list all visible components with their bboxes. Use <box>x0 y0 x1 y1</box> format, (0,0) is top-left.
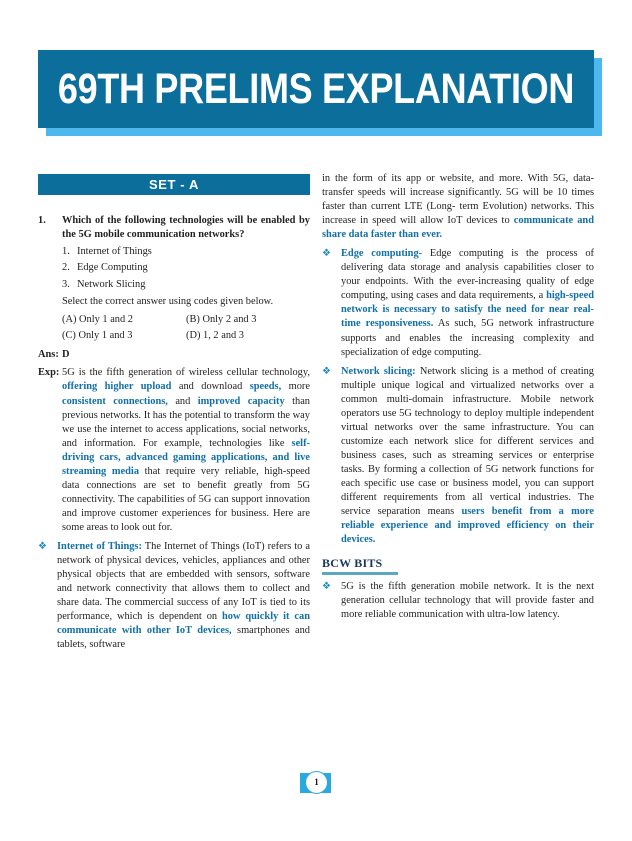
answer-value: D <box>62 349 70 361</box>
bullet-text-2: As such, 5G network infrastructure supports and enables the increasing complexity and specialization of edge computing. <box>341 318 594 358</box>
diamond-bullet-icon: ❖ <box>322 365 331 377</box>
bullet-text-2: in the form of its app or website, and more. With 5G, data-transfer speeds will increase significantly. 5G will be 10 times faster than current LTE (Long- term Evolution) networks. This increase in speed will allow IoT devices to <box>322 173 594 227</box>
exp-highlight-2: speeds, <box>249 381 282 393</box>
question-number: 1. <box>38 215 46 226</box>
choice-row <box>62 313 310 327</box>
choice-option-b: (B) Only 2 and 3 <box>186 313 257 325</box>
set-header-bar <box>38 174 310 195</box>
select-instruction: Select the correct answer using codes given below. <box>62 295 274 307</box>
bcw-bits-bullet <box>322 580 594 622</box>
statement-text: Internet of Things <box>77 245 152 257</box>
choice-option-d: (D) 1, 2 and 3 <box>186 330 245 342</box>
bullet-body <box>341 365 594 548</box>
right-column <box>322 172 594 622</box>
page-banner <box>38 50 594 130</box>
statement-index: 3. <box>62 278 70 290</box>
exp-highlight-5: self-driving cars, advanced gaming applications, and live streaming media <box>62 437 310 477</box>
choice-option-c: (C) Only 1 and 3 <box>62 330 133 342</box>
question-text: Which of the following technologies will be enabled by the 5G mobile communication networks? <box>62 215 310 241</box>
statement-index: 1. <box>62 245 70 257</box>
explanation-paragraph <box>62 366 310 535</box>
exp-highlight-4: improved capacity <box>197 395 285 407</box>
bullet-body <box>341 247 594 359</box>
bullet-highlight-2: communicate and share data faster than ever. <box>322 215 594 241</box>
question-statement-list <box>62 245 310 292</box>
exp-text-6: that require very reliable, high-speed data connections are set to benefit greatly from 5G connectivity. The capabilities of 5G can support innovation and improve customer experiences for business. Here are some areas to look out for. <box>62 465 310 533</box>
bullet-body: 5G is the fifth generation mobile network. It is the next generation cellular technology that will provide faster and more reliable communication with ultra-low latency. <box>341 580 594 620</box>
page-number-value: 1 <box>314 777 319 787</box>
choice-row <box>62 329 310 343</box>
explanation-label: Exp: <box>38 367 60 379</box>
exp-text-1: 5G is the fifth generation of wireless cellular technology, <box>62 367 310 379</box>
bcw-bits-heading: BCW BITS <box>322 556 383 571</box>
set-header-label: SET - A <box>149 177 199 192</box>
bullet-internet-of-things <box>38 540 310 652</box>
page-title: 69TH PRELIMS EXPLANATION <box>57 64 575 113</box>
bullet-heading: Edge computing- <box>341 248 423 260</box>
diamond-bullet-icon: ❖ <box>322 248 331 260</box>
bullet-text-1: Network slicing is a method of creating multiple unique logical and virtualized networks over a common multi-domain infrastructure. Mobile network operators use 5G technology to deploy multiple independent virtual networks over the same infrastructure. You can customize each network slice for different services and business cases, such as streaming services or enterprise tasks. By forming a collection of 5G network functions for each specific use case or business model, you can support different requirements from all vertical industries. The service separation means <box>341 365 595 518</box>
bullet-heading: Internet of Things: <box>57 540 142 552</box>
bullet-highlight-1: high-speed network is necessary to satisfy the need for near real-time responsiveness. <box>341 290 594 330</box>
question-block <box>38 214 310 242</box>
list-item <box>62 261 310 275</box>
bullet-heading: Network slicing: <box>341 365 416 377</box>
diamond-bullet-icon: ❖ <box>322 580 331 592</box>
statement-text: Edge Computing <box>77 262 148 274</box>
answer-label: Ans: <box>38 349 59 361</box>
answer-row <box>38 348 310 362</box>
left-column <box>38 214 310 652</box>
exp-text-2: and download <box>171 381 250 393</box>
banner-box <box>38 50 594 128</box>
bullet-text-2-start: smartphones and tablets, software <box>57 625 310 651</box>
bullet-network-slicing <box>322 365 594 548</box>
bcw-bits-rule <box>322 572 398 575</box>
exp-text-5: than previous networks. It has the potential to transform the way we use the internet to access applications, social networks, and information. For example, technologies like <box>62 395 310 449</box>
page-number-circle <box>305 771 328 794</box>
bullet-highlight-1: users benefit from a more reliable experience and improved efficiency on their devices. <box>341 506 594 546</box>
choice-option-a: (A) Only 1 and 2 <box>62 313 133 325</box>
exp-text-4: and <box>167 395 198 407</box>
bullet-body <box>57 540 310 652</box>
exp-text-3: more <box>281 381 311 393</box>
bullet-internet-of-things-continued <box>322 172 594 242</box>
bullet-text-1: The Internet of Things (IoT) refers to a network of physical devices, vehicles, appliances and other physical objects that are embedded with sensors, software and network connectivity that allows them to collect and share data. The commercial success of any IoT is tied to its performance, which is dependent on <box>57 540 310 623</box>
list-item <box>62 245 310 259</box>
exp-highlight-1: offering higher upload <box>62 381 172 393</box>
list-item <box>62 278 310 292</box>
exp-highlight-3: consistent connections, <box>62 395 168 407</box>
bullet-edge-computing <box>322 247 594 359</box>
diamond-bullet-icon: ❖ <box>38 540 47 552</box>
page-number-badge <box>300 771 331 793</box>
statement-text: Network Slicing <box>77 278 146 290</box>
statement-index: 2. <box>62 262 70 274</box>
bullet-highlight-1: how quickly it can communicate with other IoT devices, <box>57 611 310 637</box>
answer-choices <box>62 313 310 344</box>
explanation-row <box>38 366 310 535</box>
bullet-text-1: Edge computing is the process of delivering data storage and analysis capabilities closer to your endpoints. With the ever-increasing quality of edge computing, using cases and data requirements, a <box>341 248 595 302</box>
